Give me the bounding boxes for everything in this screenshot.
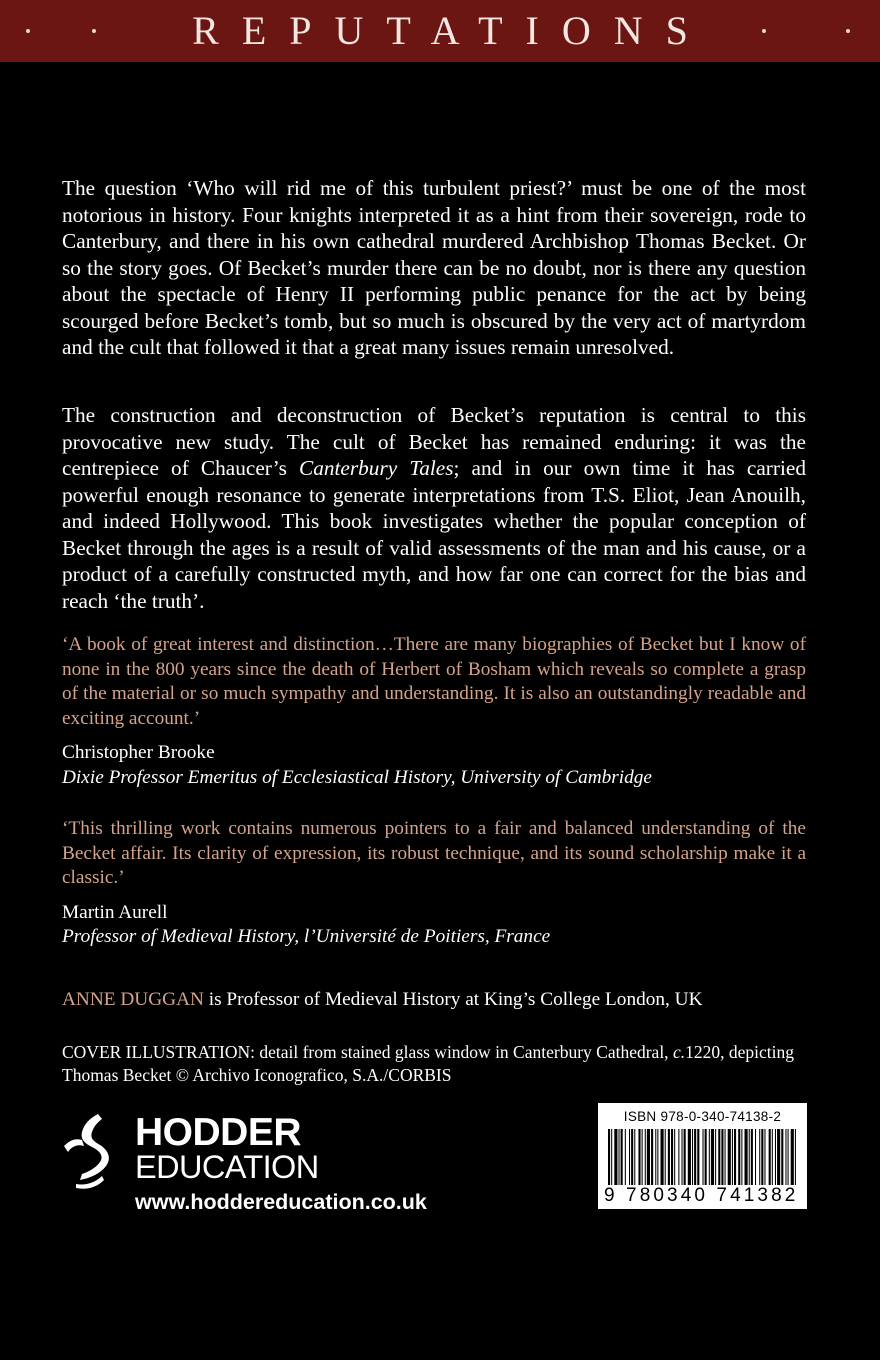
- barcode-bar: [734, 1129, 736, 1185]
- review-1: [62, 633, 806, 791]
- barcode-bar: [642, 1129, 643, 1185]
- publisher-url: www.hoddereducation.co.uk: [135, 1190, 427, 1214]
- blurb-paragraph-1-wrap: [62, 175, 806, 361]
- barcode-bar: [694, 1129, 696, 1185]
- banner-dot-right-2: [846, 29, 850, 33]
- review-2-name: Martin Aurell: [62, 901, 168, 923]
- barcode-bar: [661, 1129, 664, 1185]
- barcode-bar: [674, 1129, 675, 1185]
- barcode-bar: [657, 1129, 658, 1185]
- barcode-bar: [671, 1129, 673, 1185]
- blurb-paragraph-1: The question ‘Who will rid me of this turbulent priest?’ must be one of the most notorious in history. Four knights interpreted it as a hint from their sovereign, rode to Canterbury, and there in his own cathedral murdered Archbishop Thomas Becket. Or so the story goes. Of Becket’s murder there can be no doubt, nor is there any question about the spectacle of Henry II performing public penance for the act by being scourged before Becket’s tomb, but so much is obscured by the very act of martyrdom and the cult that followed it that a great many issues remain unresolved.: [62, 176, 806, 359]
- barcode-bar: [781, 1129, 783, 1185]
- author-line: [62, 988, 806, 1012]
- review-2-quote: ‘This thrilling work contains numerous pointers to a fair and balanced understanding of the Becket affair. Its clarity of expression, its robust technique, and its sound scholarship make it a classic.’: [62, 818, 806, 889]
- barcode-bar: [655, 1129, 656, 1185]
- barcode-icon: [606, 1129, 800, 1185]
- cover-credit-part-b: 1220, depicting Thomas Becket © Archivo Iconografico, S.A./CORBIS: [62, 1042, 794, 1085]
- barcode-bar: [619, 1129, 620, 1185]
- barcode-bar: [775, 1129, 776, 1185]
- barcode-bar: [751, 1129, 753, 1185]
- banner-dot-left-2: [92, 29, 96, 33]
- barcode-bar: [715, 1129, 716, 1185]
- barcode-bar: [741, 1129, 742, 1185]
- review-2: [62, 817, 806, 950]
- barcode-bar: [788, 1129, 789, 1185]
- barcode-bar: [732, 1129, 733, 1185]
- barcode-bar: [645, 1129, 646, 1185]
- review-1-name: Christopher Brooke: [62, 742, 215, 764]
- review-1-role-text: Dixie Professor Emeritus of Ecclesiastical History, University of Cambridge: [62, 766, 652, 788]
- series-title: REPUTATIONS: [192, 8, 711, 53]
- barcode-bar: [703, 1129, 704, 1185]
- barcode-bar: [638, 1129, 640, 1185]
- barcode-bar: [634, 1129, 635, 1185]
- barcode-bar: [668, 1129, 670, 1185]
- barcode-bar: [738, 1129, 740, 1185]
- publisher-sub: EDUCATION: [135, 1149, 319, 1185]
- barcode-bar: [665, 1129, 666, 1185]
- barcode-bar: [755, 1129, 756, 1185]
- author-bio: [62, 988, 806, 1012]
- banner-dot-right-1: [762, 29, 766, 33]
- review-2-role: [62, 925, 806, 950]
- blurb-book-title: Canterbury Tales: [299, 456, 454, 480]
- review-1-role: [62, 766, 806, 791]
- barcode-bar: [777, 1129, 780, 1185]
- blurb-paragraph-2-wrap: [62, 402, 806, 614]
- blurb-p2-part-a: The construction and deconstruction of Becket’s reputation is central to this provocative new study. The cult of Becket has remained enduring: it was the centrepiece of Chaucer’s: [62, 403, 806, 480]
- blurb-p2-part-b: ; and in our own time it has carried powerful enough resonance to generate interpretations from T.S. Eliot, Jean Anouilh, and indeed Hollywood. This book investigates whether the popular conception of Becket through the ages is a result of valid assessments of the man and his cause, or a product of a carefully constructed myth, and how far one can correct for the bias and reach ‘the truth’.: [62, 456, 806, 613]
- isbn-label: ISBN 978-0-340-74138-2: [623, 1109, 782, 1124]
- author-bio-text: is Professor of Medieval History at King’s College London, UK: [203, 989, 703, 1010]
- hodder-swoosh-icon: [60, 1110, 130, 1190]
- barcode-bar: [608, 1129, 610, 1185]
- barcode-bar: [749, 1129, 750, 1185]
- barcode-bar: [651, 1129, 653, 1185]
- barcode-bar: [728, 1129, 731, 1185]
- cover-credit-part-a: COVER ILLUSTRATION: detail from stained glass window in Canterbury Cathedral,: [62, 1042, 673, 1062]
- barcode-bar: [764, 1129, 765, 1185]
- blurb-paragraph-2: [62, 402, 806, 614]
- barcode-bar: [769, 1129, 771, 1185]
- barcode-bar: [611, 1129, 612, 1185]
- barcode-bar: [629, 1129, 630, 1185]
- barcode-bar: [795, 1129, 796, 1185]
- cover-credit: [62, 1041, 806, 1086]
- barcode-bar: [759, 1129, 760, 1185]
- barcode-bar: [692, 1129, 693, 1185]
- barcode-bar: [709, 1129, 710, 1185]
- series-banner: [0, 0, 880, 62]
- banner-dot-left-1: [26, 29, 30, 33]
- barcode-bar: [631, 1129, 633, 1185]
- barcode-bar: [772, 1129, 773, 1185]
- barcode-bar: [711, 1129, 714, 1185]
- barcode-bar: [785, 1129, 786, 1185]
- publisher-logo: [60, 1110, 480, 1220]
- publisher-name: HODDER: [135, 1111, 302, 1154]
- barcode-bar: [725, 1129, 726, 1185]
- barcode-bar: [682, 1129, 683, 1185]
- barcode-bar: [721, 1129, 723, 1185]
- barcode-bar: [621, 1129, 623, 1185]
- barcode-panel: [598, 1103, 807, 1209]
- barcode-bar: [791, 1129, 794, 1185]
- barcode-bar: [705, 1129, 707, 1185]
- review-2-role-text: Professor of Medieval History, l’Université de Poitiers, France: [62, 926, 551, 948]
- barcode-bar: [678, 1129, 679, 1185]
- cover-credit-circa: c.: [672, 1042, 686, 1062]
- barcode-bar: [614, 1129, 617, 1185]
- ean-digits: 9 780340 741382: [604, 1185, 799, 1206]
- barcode-bar: [625, 1129, 626, 1185]
- barcode-bar: [718, 1129, 720, 1185]
- barcode-bar: [688, 1129, 691, 1185]
- barcode-bar: [647, 1129, 650, 1185]
- author-name: ANNE DUGGAN: [62, 989, 204, 1010]
- cover-credit-text: [62, 1041, 806, 1086]
- barcode-bar: [761, 1129, 763, 1185]
- review-1-quote: ‘A book of great interest and distinction…There are many biographies of Becket but I know of none in the 800 years since the death of Herbert of Bosham which reveals so complete a grasp of the material or so much sympathy and understanding. It is also an outstandingly readable and exciting account.’: [62, 634, 806, 729]
- barcode-bar: [745, 1129, 748, 1185]
- barcode-bar: [697, 1129, 699, 1185]
- barcode-bar: [684, 1129, 686, 1185]
